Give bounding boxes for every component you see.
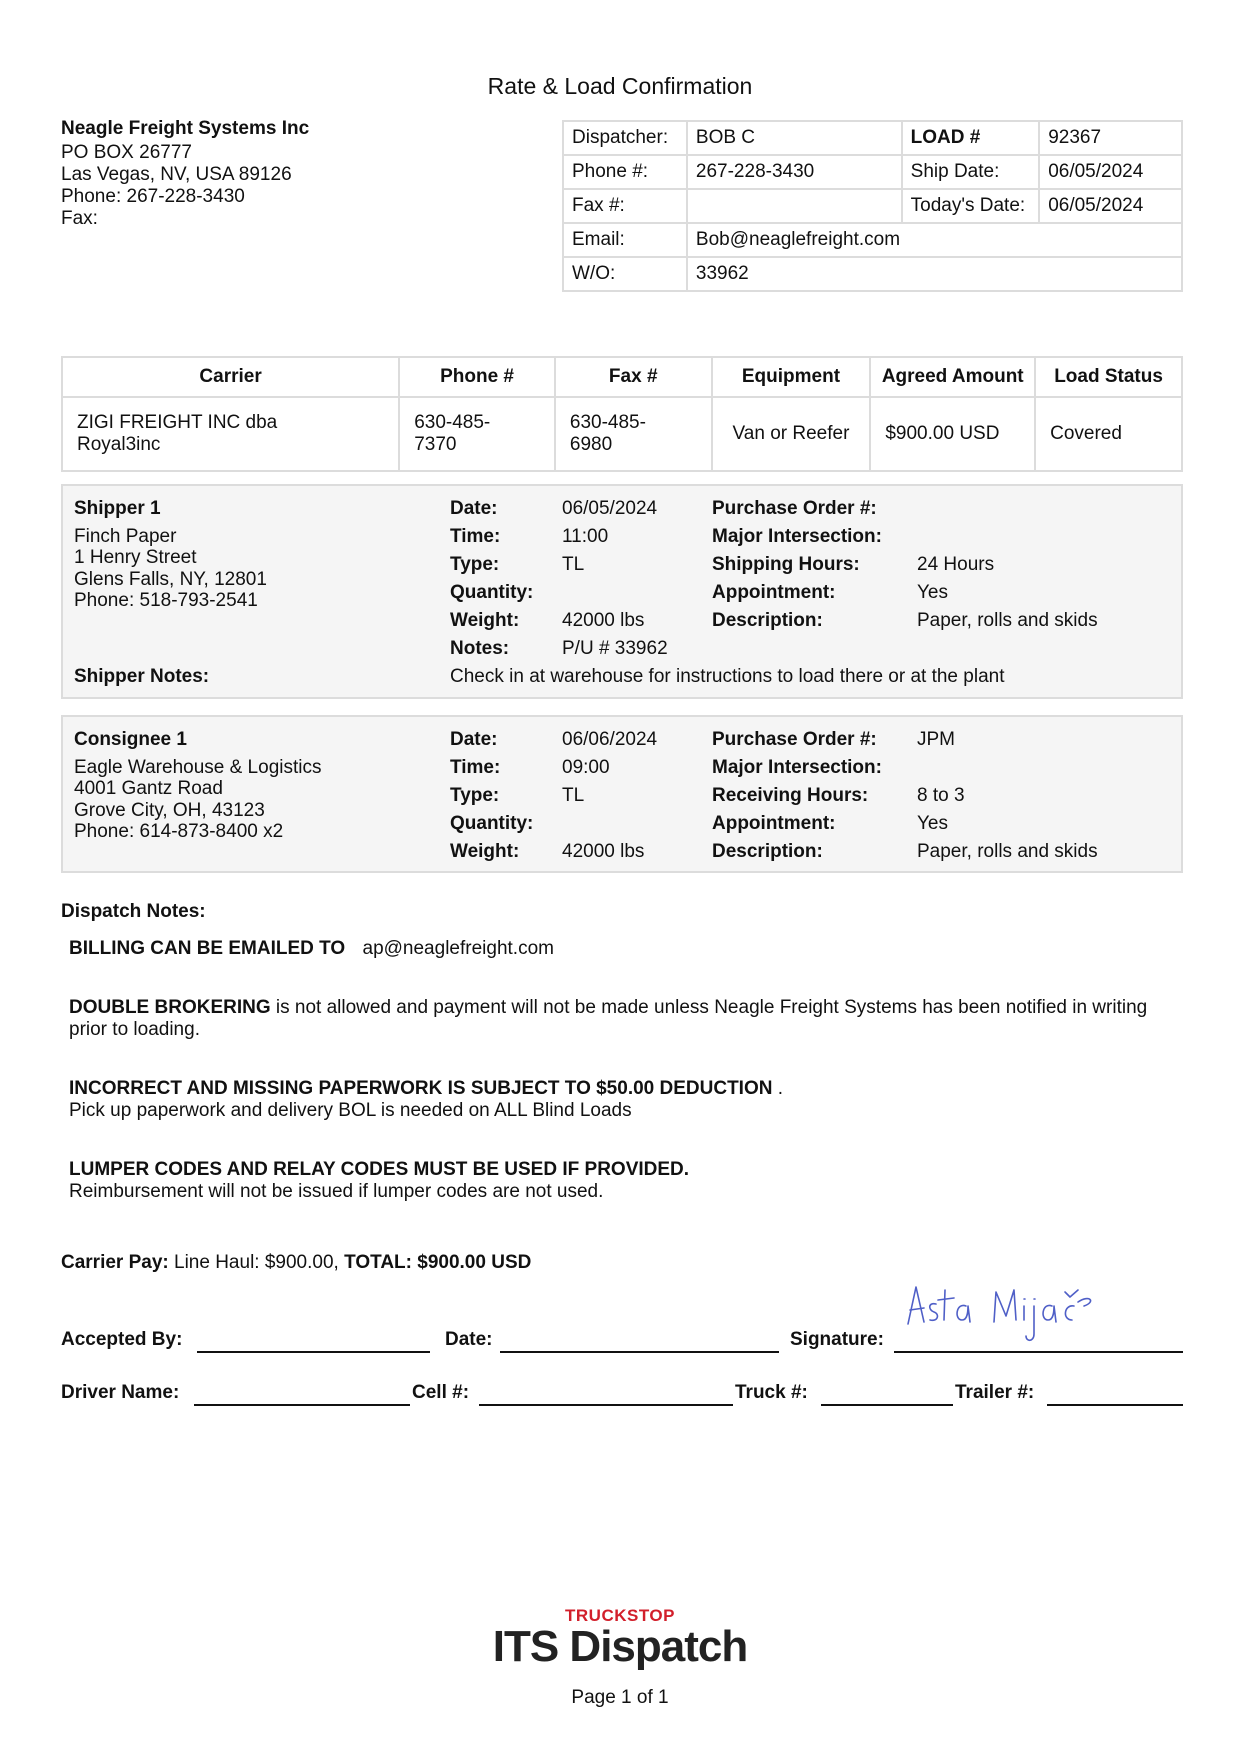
agreed-amount-header: Agreed Amount	[870, 357, 1035, 397]
consignee-street: 4001 Gantz Road	[74, 778, 223, 799]
truck-line[interactable]	[821, 1382, 953, 1406]
todays-date-value: 06/05/2024	[1039, 189, 1182, 223]
consignee-block	[61, 715, 1183, 873]
trailer-line[interactable]	[1047, 1382, 1183, 1406]
dispatcher-label: Dispatcher:	[563, 121, 687, 155]
carrier-pay-line-haul: Line Haul: $900.00,	[168, 1252, 345, 1273]
double-brokering-text: is not allowed and payment will not be made unless Neagle Freight Systems has been notified in writing prior to loading.	[69, 997, 1148, 1040]
billing-note	[69, 938, 1179, 960]
shipper-notes: Check in at warehouse for instructions to load there or at the plant	[450, 666, 1005, 687]
consignee-type-label: Type:	[450, 785, 500, 806]
shipper-appointment-label: Appointment:	[712, 582, 836, 603]
carrier-name-cell	[62, 397, 399, 471]
load-label: LOAD #	[902, 121, 1040, 155]
double-brokering-bold: DOUBLE BROKERING	[69, 997, 271, 1018]
company-block	[61, 118, 309, 230]
shipper-description: Paper, rolls and skids	[917, 610, 1098, 631]
shipper-title: Shipper 1	[74, 498, 161, 519]
cell-line[interactable]	[479, 1382, 733, 1406]
carrier-pay	[61, 1252, 531, 1274]
carrier-phone-cell	[399, 397, 555, 471]
carrier-fax-line1: 630-485-	[569, 412, 646, 433]
trailer-label: Trailer #:	[955, 1382, 1035, 1403]
billing-email: ap@neaglefreight.com	[362, 938, 554, 959]
equipment-header: Equipment	[712, 357, 871, 397]
fax-label: Fax #:	[563, 189, 687, 223]
phone-header: Phone #	[399, 357, 555, 397]
consignee-appointment-label: Appointment:	[712, 813, 836, 834]
paperwork-note	[69, 1078, 1179, 1122]
shipper-name: Finch Paper	[74, 526, 177, 547]
driver-name-label: Driver Name:	[61, 1382, 180, 1403]
agreed-amount-cell: $900.00 USD	[870, 397, 1035, 471]
load-status-cell: Covered	[1035, 397, 1182, 471]
shipper-time-label: Time:	[450, 526, 501, 547]
logo-main-text: ITS Dispatch	[492, 1622, 748, 1671]
carrier-fax-line2: 6980	[569, 434, 613, 455]
carrier-name-line1: ZIGI FREIGHT INC dba	[77, 412, 278, 433]
double-brokering-note	[69, 997, 1179, 1041]
consignee-po-label: Purchase Order #:	[712, 729, 877, 750]
wo-label: W/O:	[563, 257, 687, 291]
consignee-date-label: Date:	[450, 729, 498, 750]
consignee-po: JPM	[917, 729, 955, 750]
consignee-title: Consignee 1	[74, 729, 187, 750]
load-value: 92367	[1039, 121, 1182, 155]
shipper-type-label: Type:	[450, 554, 500, 575]
dispatcher-value: BOB C	[687, 121, 902, 155]
date-label: Date:	[445, 1329, 493, 1350]
lumper-note	[69, 1159, 1179, 1203]
shipper-hours-label: Shipping Hours:	[712, 554, 860, 575]
shipper-weight-label: Weight:	[450, 610, 520, 631]
phone-value: 267-228-3430	[687, 155, 902, 189]
billing-note-bold: BILLING CAN BE EMAILED TO	[69, 938, 346, 959]
shipper-po-label: Purchase Order #:	[712, 498, 877, 519]
consignee-intersection-label: Major Intersection:	[712, 757, 882, 778]
carrier-pay-label: Carrier Pay:	[61, 1252, 169, 1273]
ship-date-value: 06/05/2024	[1039, 155, 1182, 189]
shipper-weight: 42000 lbs	[562, 610, 645, 631]
dispatch-info-table	[562, 120, 1183, 292]
carrier-header: Carrier	[62, 357, 399, 397]
carrier-fax-cell	[555, 397, 712, 471]
consignee-description: Paper, rolls and skids	[917, 841, 1098, 862]
consignee-quantity-label: Quantity:	[450, 813, 534, 834]
company-name: Neagle Freight Systems Inc	[61, 118, 310, 139]
shipper-city: Glens Falls, NY, 12801	[74, 569, 267, 590]
email-value: Bob@neaglefreight.com	[687, 223, 1182, 257]
shipper-phone: Phone: 518-793-2541	[74, 590, 258, 611]
shipper-time: 11:00	[562, 526, 609, 547]
signature-label: Signature:	[790, 1329, 884, 1350]
consignee-hours-label: Receiving Hours:	[712, 785, 869, 806]
consignee-city: Grove City, OH, 43123	[74, 800, 265, 821]
shipper-notes-label: Shipper Notes:	[74, 666, 210, 687]
company-address1: PO BOX 26777	[61, 142, 192, 163]
paperwork-after: .	[772, 1078, 784, 1099]
consignee-type: TL	[562, 785, 585, 806]
table-row	[62, 397, 1182, 471]
its-dispatch-logo	[0, 1606, 1240, 1672]
shipper-date: 06/05/2024	[562, 498, 658, 519]
todays-date-label: Today's Date:	[902, 189, 1040, 223]
shipper-date-label: Date:	[450, 498, 498, 519]
company-address2: Las Vegas, NV, USA 89126	[61, 164, 292, 185]
equipment-cell: Van or Reefer	[712, 397, 871, 471]
shipper-street: 1 Henry Street	[74, 547, 197, 568]
shipper-block	[61, 484, 1183, 699]
handwritten-signature	[900, 1282, 1100, 1352]
fax-header: Fax #	[555, 357, 712, 397]
lumper-line2: Reimbursement will not be issued if lumper codes are not used.	[69, 1181, 604, 1202]
paperwork-bold: INCORRECT AND MISSING PAPERWORK IS SUBJECT TO $50.00 DEDUCTION	[69, 1078, 773, 1099]
phone-label: Phone #:	[563, 155, 687, 189]
consignee-appointment: Yes	[917, 813, 948, 834]
date-line[interactable]	[500, 1329, 779, 1353]
shipper-appointment: Yes	[917, 582, 948, 603]
truck-label: Truck #:	[735, 1382, 808, 1403]
page-number: Page 1 of 1	[571, 1687, 669, 1708]
carrier-phone-line2: 7370	[414, 434, 457, 455]
company-phone: Phone: 267-228-3430	[61, 186, 245, 207]
consignee-weight-label: Weight:	[450, 841, 520, 862]
lumper-bold: LUMPER CODES AND RELAY CODES MUST BE USED IF PROVIDED.	[69, 1159, 690, 1180]
driver-name-line[interactable]	[194, 1382, 410, 1406]
consignee-hours: 8 to 3	[917, 785, 965, 806]
shipper-notes-field-label: Notes:	[450, 638, 510, 659]
cell-label: Cell #:	[412, 1382, 470, 1403]
wo-value: 33962	[687, 257, 1182, 291]
consignee-name: Eagle Warehouse & Logistics	[74, 757, 322, 778]
accepted-by-label: Accepted By:	[61, 1329, 183, 1350]
shipper-intersection-label: Major Intersection:	[712, 526, 882, 547]
consignee-weight: 42000 lbs	[562, 841, 645, 862]
accepted-by-line[interactable]	[197, 1329, 430, 1353]
document-title: Rate & Load Confirmation	[487, 73, 753, 99]
carrier-name-line2: Royal3inc	[77, 434, 161, 455]
company-fax: Fax:	[61, 208, 98, 229]
email-label: Email:	[563, 223, 687, 257]
shipper-type: TL	[562, 554, 585, 575]
consignee-time: 09:00	[562, 757, 610, 778]
consignee-date: 06/06/2024	[562, 729, 658, 750]
consignee-time-label: Time:	[450, 757, 501, 778]
consignee-phone: Phone: 614-873-8400 x2	[74, 821, 284, 842]
carrier-phone-line1: 630-485-	[414, 412, 491, 433]
fax-value	[687, 189, 902, 223]
load-status-header: Load Status	[1035, 357, 1182, 397]
shipper-hours: 24 Hours	[917, 554, 995, 575]
ship-date-label: Ship Date:	[902, 155, 1040, 189]
shipper-notes-field: P/U # 33962	[562, 638, 668, 659]
paperwork-line2: Pick up paperwork and delivery BOL is needed on ALL Blind Loads	[69, 1100, 632, 1121]
dispatch-notes-title: Dispatch Notes:	[61, 901, 206, 922]
logo-top-text: TRUCKSTOP	[565, 1606, 675, 1625]
carrier-table	[61, 356, 1183, 472]
shipper-quantity-label: Quantity:	[450, 582, 534, 603]
consignee-description-label: Description:	[712, 841, 823, 862]
shipper-description-label: Description:	[712, 610, 823, 631]
carrier-pay-total: TOTAL: $900.00 USD	[344, 1252, 532, 1273]
